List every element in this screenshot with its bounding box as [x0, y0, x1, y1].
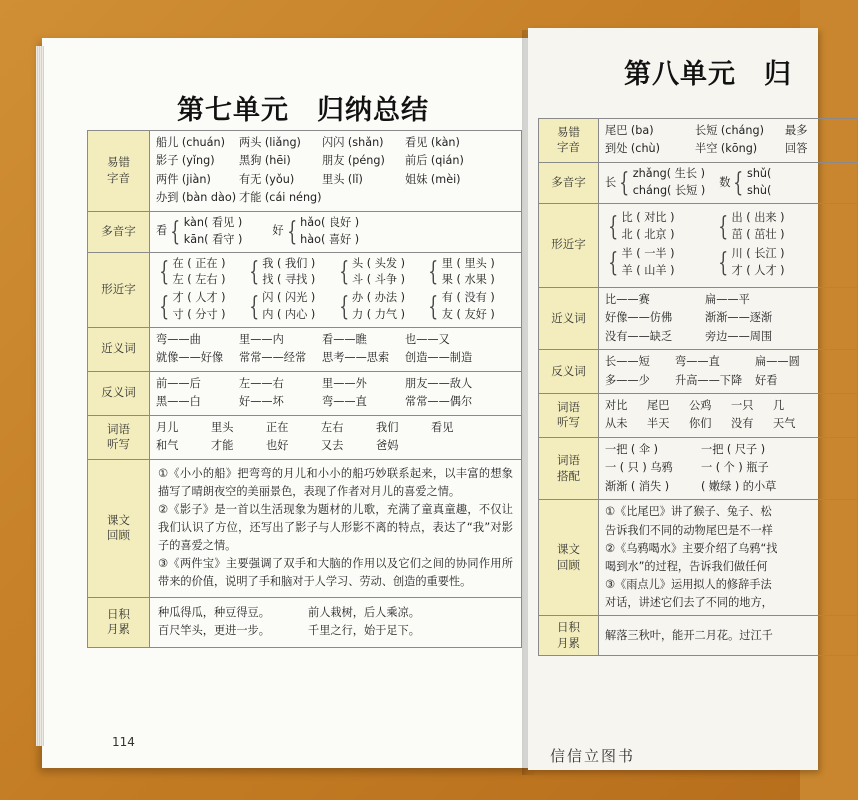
polyphone-item: 好 { hǎo( 良好 ) hào( 喜好 ): [272, 215, 360, 247]
row-label-review: 课文 回顾: [539, 500, 599, 616]
row-label-pinyin: 易错 字音: [88, 131, 150, 212]
review-paragraph: ③《两件宝》主要强调了双手和大脑的作用以及它们之间的协同作用所带来的价值，说明了手和脑对于人学习、劳动、创造的重要性。: [158, 557, 513, 589]
polyphone-cell: [150, 211, 522, 252]
table-row: [88, 597, 522, 647]
accumulate-cell: 种瓜得瓜，种豆得豆。 前人栽树，后人乘凉。 百尺竿头，更进一步。 千里之行，始于足下。: [150, 597, 522, 647]
row-label-antonyms: 反义词: [539, 350, 599, 394]
table-row: [88, 131, 522, 212]
left-page-title: 第七单元 归纳总结: [177, 95, 429, 126]
collocation-cell: 一把 ( 伞 ) 一把 ( 尺子 ) 一 ( 只 ) 乌鸦 一 ( 个 ) 瓶子 渐渐 ( 消失 ) ( 嫩绿 ) 的小草: [599, 437, 858, 499]
table-row: [88, 211, 522, 252]
review-line: ②《乌鸦喝水》主要介绍了乌鸦“找: [605, 541, 778, 555]
row-label-polyphone: 多音字: [88, 211, 150, 252]
row-label-collocation: 词语 搭配: [539, 437, 599, 499]
row-label-polyphone: 多音字: [539, 162, 599, 203]
row-label-pinyin: 易错 字音: [539, 119, 599, 163]
antonyms-cell: 长——短 弯——直 扁——圆 多——少 升高——下降 好看: [599, 350, 858, 394]
table-row: [539, 616, 858, 656]
review-paragraph: ②《影子》是一首以生活现象为题材的儿歌，充满了童真童趣，不仅让我们认识了方位，还写出了影子与人形影不离的特点，表达了“我”对影子的喜爱之情。: [158, 502, 513, 553]
row-label-dictation: 词语 听写: [539, 393, 599, 437]
synonyms-cell: 比——赛 扁——平 好像——仿佛 渐渐——逐渐 没有——缺乏 旁边——周围: [599, 287, 858, 349]
review-line: 对话，讲述它们去了不同的地方，: [605, 596, 773, 610]
right-page: [528, 28, 818, 770]
review-line: 告诉我们不同的动物尾巴是不一样: [605, 523, 773, 537]
page-number: 114: [112, 735, 135, 749]
antonyms-cell: 前——后 左——右 里——外 朋友——敌人 黑——白 好——坏 弯——直 常常——偶尔: [150, 371, 522, 415]
row-label-similar: 形近字: [539, 203, 599, 287]
row-label-dictation: 词语 听写: [88, 415, 150, 459]
page-edges: [36, 46, 44, 746]
table-row: [539, 162, 858, 203]
watermark: 信信立图书: [550, 747, 636, 765]
table-row: [88, 371, 522, 415]
table-row: [88, 327, 522, 371]
left-summary-table: [87, 130, 522, 648]
polyphone-item: 看 { kàn( 看见 ) kān( 看守 ): [156, 215, 243, 247]
table-row: [539, 393, 858, 437]
review-line: ①《比尾巴》讲了猴子、兔子、松: [605, 505, 772, 519]
synonyms-cell: 弯——曲 里——内 看——瞧 也——又 就像——好像 常常——经常 思考——思索 创造——制造: [150, 327, 522, 371]
table-row: [539, 350, 858, 394]
row-label-review: 课文 回顾: [88, 459, 150, 597]
accumulate-cell: 解落三秋叶，能开二月花。过江千: [599, 616, 858, 656]
dictation-cell: 月儿 里头 正在 左右 我们 看见 和气 才能 也好 又去 爸妈: [150, 415, 522, 459]
table-row: [539, 203, 858, 287]
table-row: [539, 119, 858, 163]
table-row: [539, 287, 858, 349]
right-summary-table: [538, 118, 858, 656]
row-label-similar: 形近字: [88, 252, 150, 327]
row-label-accumulate: 日积 月累: [539, 616, 599, 656]
row-label-synonyms: 近义词: [539, 287, 599, 349]
review-paragraph: ①《小小的船》把弯弯的月儿和小小的船巧妙联系起来，以丰富的想象描写了晴朗夜空的美丽景色，表现了作者对月儿的喜爱之情。: [158, 466, 513, 498]
pinyin-cell: 尾巴 (ba) 长短 (cháng) 最多 到处 (chù) 半空 (kōng) 回答: [599, 119, 858, 163]
polyphone-cell: 长 { zhǎng( 生长 ) cháng( 长短 ) 数 { shǔ( shù(: [599, 162, 858, 203]
table-row: [88, 252, 522, 327]
similar-cell: { 在 ( 正在 ) 左 ( 左右 ) { 我 ( 我们 ) 找 ( 寻找 ) { 头 ( 头发 ) 斗 ( 斗争 ) { 里 ( 里头 ) 果 ( 水果 ) { 才 ( 人才 ) 寸 ( 分寸 ) { 闪 ( 闪光 ) 内 ( 内心 ) { 办 ( 办法 ) 力 ( 力气 ) { 有 ( 没有 ) 友 ( 友好 ): [150, 252, 522, 327]
left-page: [42, 38, 530, 768]
right-page-title: 第八单元 归: [624, 59, 792, 90]
review-cell: [599, 500, 858, 616]
table-row: [88, 459, 522, 597]
similar-cell: { 比 ( 对比 ) 北 ( 北京 ) { 出 ( 出来 ) 茁 ( 茁壮 ) { 半 ( 一半 ) 羊 ( 山羊 ) { 川 ( 长江 ) 才 ( 人才 ): [599, 203, 858, 287]
dictation-cell: 对比 尾巴 公鸡 一只 几 从未 半天 你们 没有 天气: [599, 393, 858, 437]
review-cell: [150, 459, 522, 597]
table-row: [88, 415, 522, 459]
review-line: ③《雨点儿》运用拟人的修辞手法: [605, 577, 772, 591]
pinyin-cell: 船儿 (chuán) 两头 (liǎng) 闪闪 (shǎn) 看见 (kàn) 影子 (yǐng) 黑狗 (hēi) 朋友 (péng) 前后 (qián) 两件 (jiàn) 有无 (yǒu) 里头 (lǐ) 姐妹 (mèi) 办到 (bàn dào) 才能 (cái néng): [150, 131, 522, 212]
table-row: [539, 500, 858, 616]
row-label-accumulate: 日积 月累: [88, 597, 150, 647]
table-row: [539, 437, 858, 499]
review-line: 喝到水”的过程，告诉我们做任何: [605, 559, 768, 573]
row-label-synonyms: 近义词: [88, 327, 150, 371]
row-label-antonyms: 反义词: [88, 371, 150, 415]
